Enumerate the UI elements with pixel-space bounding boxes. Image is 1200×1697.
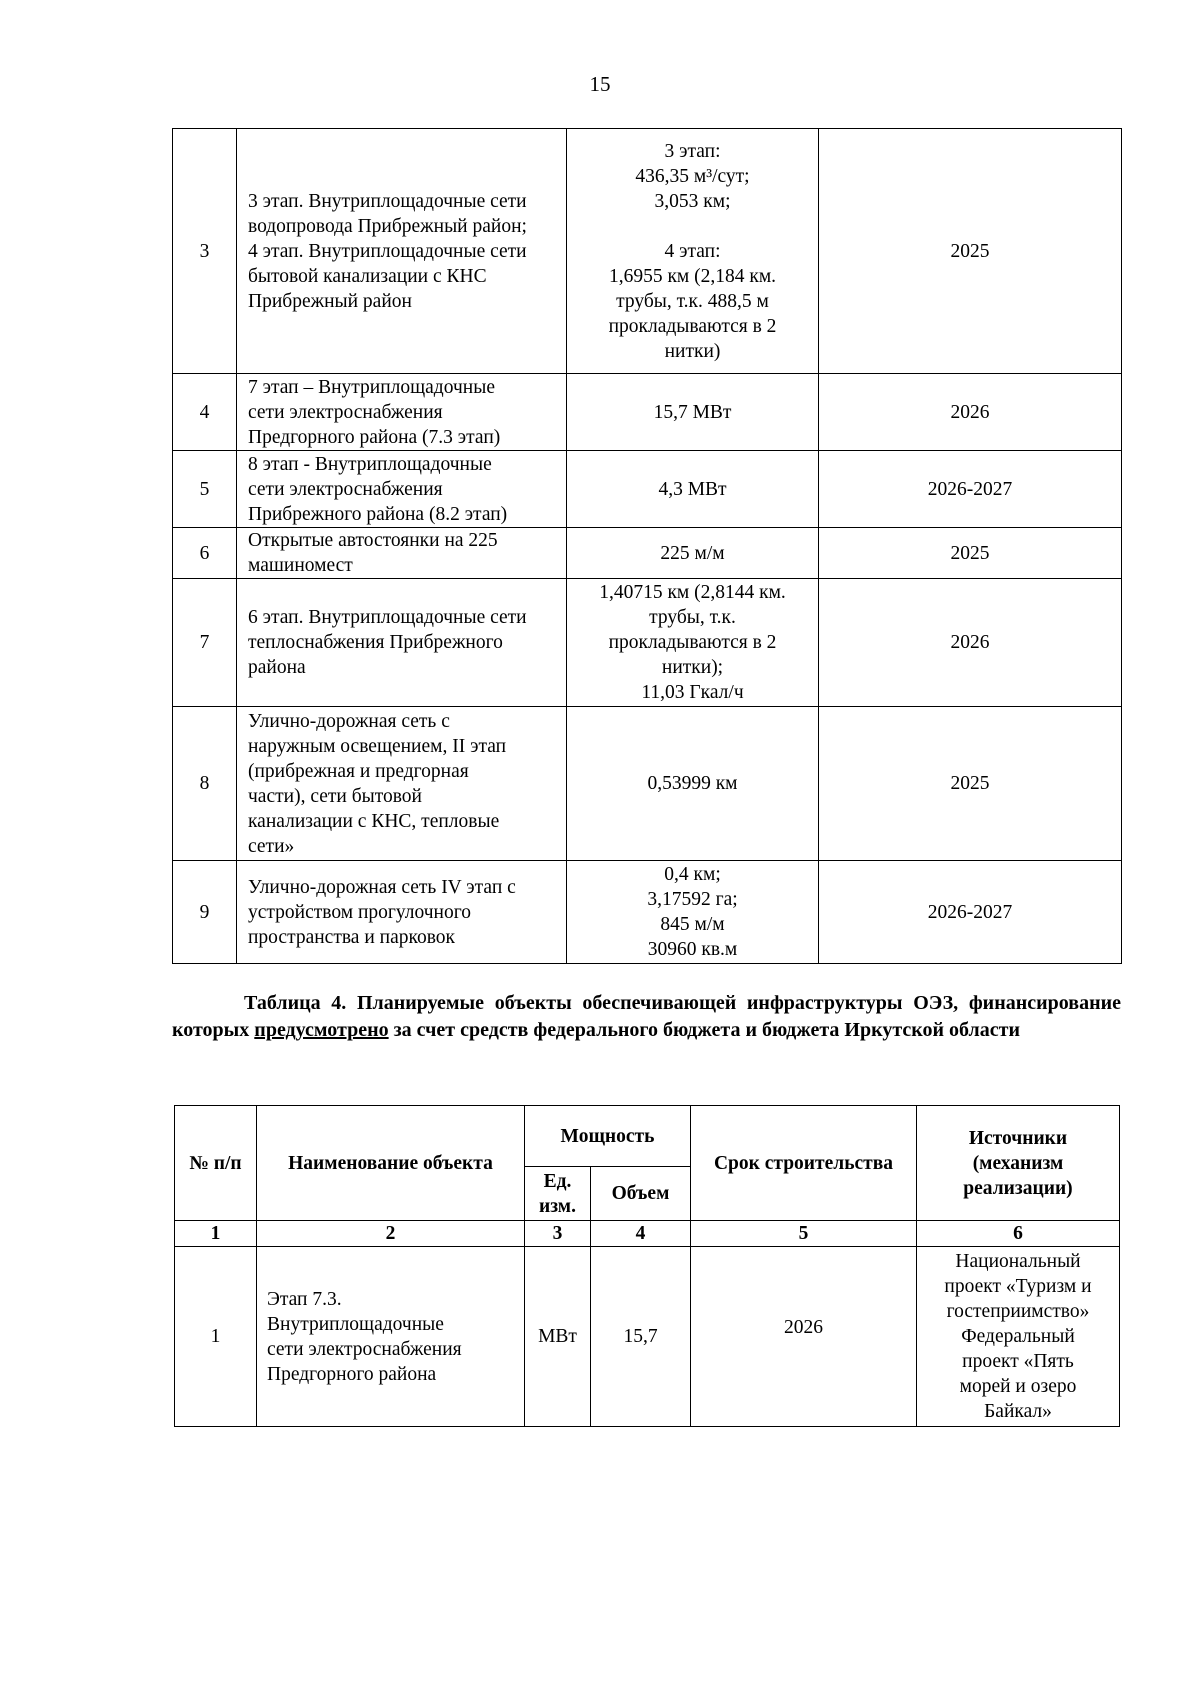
object-capacity-line: прокладываются в 2: [608, 632, 777, 653]
object-name-line: сети»: [248, 835, 295, 857]
object-name-line: наружным освещением, II этап: [248, 735, 507, 757]
header-sources: [917, 1106, 1120, 1221]
table-row: [173, 707, 1122, 861]
row-number: 7: [173, 579, 237, 707]
unit-cell: МВт: [525, 1247, 591, 1427]
sources-line: морей и озеро: [959, 1376, 1077, 1397]
row-number: 6: [173, 528, 237, 579]
object-capacity: [567, 129, 819, 374]
sources-line: проект «Пять: [962, 1351, 1074, 1372]
object-name: [237, 451, 567, 528]
index-cell: 6: [917, 1221, 1120, 1247]
object-year: 2026-2027: [819, 451, 1122, 528]
object-name-line: канализации с КНС, тепловые: [248, 810, 500, 832]
caption-underlined-word: предусмотрено: [254, 1019, 389, 1041]
object-name-line: 4 этап. Внутриплощадочные сети: [248, 240, 527, 262]
objects-table-continued: [172, 128, 1122, 964]
object-name-line: сети электроснабжения: [248, 478, 443, 500]
object-name-line: 3 этап. Внутриплощадочные сети: [248, 190, 527, 212]
index-cell: 5: [691, 1221, 917, 1247]
object-capacity-line: 1,6955 км (2,184 км.: [608, 265, 777, 287]
object-year: 2026-2027: [819, 861, 1122, 964]
header-sources-line: (механизм: [972, 1152, 1064, 1174]
object-name-line: Прибрежный район: [248, 290, 412, 312]
table-row: [173, 451, 1122, 528]
term-cell: 2026: [691, 1247, 917, 1427]
object-name-line: бытовой канализации с КНС: [248, 265, 487, 287]
object-name-line: 7 этап – Внутриплощадочные: [248, 376, 495, 398]
page-number: 15: [589, 72, 611, 96]
object-name-line: теплоснабжения Прибрежного: [248, 632, 503, 653]
object-capacity-line: трубы, т.к. 488,5 м: [616, 290, 769, 312]
index-cell: 4: [591, 1221, 691, 1247]
object-name-line: сети электроснабжения: [248, 401, 443, 423]
object-name-line: Этап 7.3.: [267, 1288, 342, 1310]
header-unit-line: изм.: [539, 1195, 576, 1217]
object-name: [237, 861, 567, 964]
sources-cell: [917, 1247, 1120, 1427]
object-capacity-line: 436,35 м³/сут;: [635, 165, 750, 187]
table-row: [175, 1247, 1120, 1427]
table-row: [173, 528, 1122, 579]
object-capacity-line: трубы, т.к.: [649, 607, 736, 628]
object-capacity-line: 3,17592 га;: [647, 889, 738, 910]
header-capacity: Мощность: [525, 1106, 691, 1167]
object-name-line: устройством прогулочного: [248, 901, 472, 923]
object-capacity-line: 0,53999 км: [647, 773, 738, 794]
object-name: [237, 129, 567, 374]
caption-text-start: Таблица 4. Планируемые объекты обеспечивающей инфраструктуры ОЭЗ, финансирование которых: [172, 992, 1121, 1041]
object-name: [257, 1247, 525, 1427]
object-capacity-line: 3,053 км;: [654, 190, 731, 212]
object-capacity: [567, 861, 819, 964]
row-number: 9: [173, 861, 237, 964]
table-row: [173, 579, 1122, 707]
row-number: 3: [173, 129, 237, 374]
sources-line: Федеральный: [961, 1326, 1075, 1347]
header-unit: [525, 1167, 591, 1221]
object-capacity: [567, 451, 819, 528]
sources-line: гостеприимство»: [946, 1301, 1090, 1322]
object-capacity-line: 4 этап:: [664, 240, 721, 262]
object-capacity-line: 30960 кв.м: [647, 939, 738, 960]
object-name-line: района: [248, 657, 306, 678]
header-sources-line: реализации): [963, 1177, 1073, 1199]
object-capacity: [567, 528, 819, 579]
index-cell: 1: [175, 1221, 257, 1247]
object-capacity: [567, 579, 819, 707]
table-row: [173, 129, 1122, 374]
row-number: 5: [173, 451, 237, 528]
header-sources-line: Источники: [968, 1127, 1068, 1149]
header-unit-line: Ед.: [543, 1170, 572, 1192]
object-name-line: Прибрежного района (8.2 этап): [248, 503, 508, 525]
object-capacity-line: 0,4 км;: [664, 864, 721, 885]
object-name-line: водопровода Прибрежный район;: [248, 215, 527, 237]
object-name-line: Внутриплощадочные: [267, 1313, 444, 1335]
table-row: [173, 861, 1122, 964]
object-year: 2025: [819, 129, 1122, 374]
object-name-line: Улично-дорожная сеть с: [248, 710, 450, 732]
object-name-line: Улично-дорожная сеть IV этап с: [248, 876, 516, 898]
object-name-line: машиномест: [248, 555, 353, 576]
header-name: Наименование объекта: [257, 1106, 525, 1221]
object-name-line: Открытые автостоянки на 225: [248, 530, 498, 551]
object-capacity-line: 225 м/м: [660, 542, 725, 564]
object-name-line: части), сети бытовой: [248, 785, 422, 807]
object-name-line: пространства и парковок: [248, 926, 456, 948]
table-row: [173, 374, 1122, 451]
caption-text-end: за счет средств федерального бюджета и бюджета Иркутской области: [388, 1019, 1021, 1041]
object-year: 2025: [819, 528, 1122, 579]
object-capacity-line: 11,03 Гкал/ч: [641, 682, 744, 703]
object-name-line: 6 этап. Внутриплощадочные сети: [248, 607, 527, 628]
header-term: Срок строительства: [691, 1106, 917, 1221]
object-capacity-line: 1,40715 км (2,8144 км.: [599, 582, 786, 603]
object-capacity-line: 15,7 МВт: [653, 401, 732, 423]
object-name: [237, 707, 567, 861]
row-number: 4: [173, 374, 237, 451]
sources-line: Байкал»: [984, 1401, 1052, 1422]
object-capacity: [567, 707, 819, 861]
row-number: 8: [173, 707, 237, 861]
object-name-line: Предгорного района: [267, 1363, 437, 1385]
table-4-caption: [172, 990, 1121, 1044]
object-name-line: сети электроснабжения: [267, 1338, 462, 1360]
header-num: № п/п: [175, 1106, 257, 1221]
object-year: 2025: [819, 707, 1122, 861]
object-name-line: 8 этап - Внутриплощадочные: [248, 453, 492, 475]
row-number: 1: [175, 1247, 257, 1427]
table-4: [174, 1105, 1120, 1427]
sources-line: Национальный: [955, 1251, 1081, 1272]
index-cell: 2: [257, 1221, 525, 1247]
object-capacity-line: 3 этап:: [664, 140, 721, 162]
volume-cell: 15,7: [591, 1247, 691, 1427]
object-name: [237, 579, 567, 707]
object-capacity-line: 4,3 МВт: [658, 478, 727, 500]
header-volume: Объем: [591, 1167, 691, 1221]
object-capacity-line: нитки): [664, 340, 721, 362]
object-name-line: Предгорного района (7.3 этап): [248, 426, 501, 448]
object-capacity-line: 845 м/м: [660, 914, 725, 935]
object-year: 2026: [819, 579, 1122, 707]
index-cell: 3: [525, 1221, 591, 1247]
object-year: 2026: [819, 374, 1122, 451]
object-name: [237, 528, 567, 579]
object-capacity: [567, 374, 819, 451]
sources-line: проект «Туризм и: [944, 1276, 1092, 1297]
object-name-line: (прибрежная и предгорная: [248, 760, 469, 782]
object-capacity-line: прокладываются в 2: [608, 315, 777, 337]
object-name: [237, 374, 567, 451]
object-capacity-line: нитки);: [661, 657, 724, 678]
